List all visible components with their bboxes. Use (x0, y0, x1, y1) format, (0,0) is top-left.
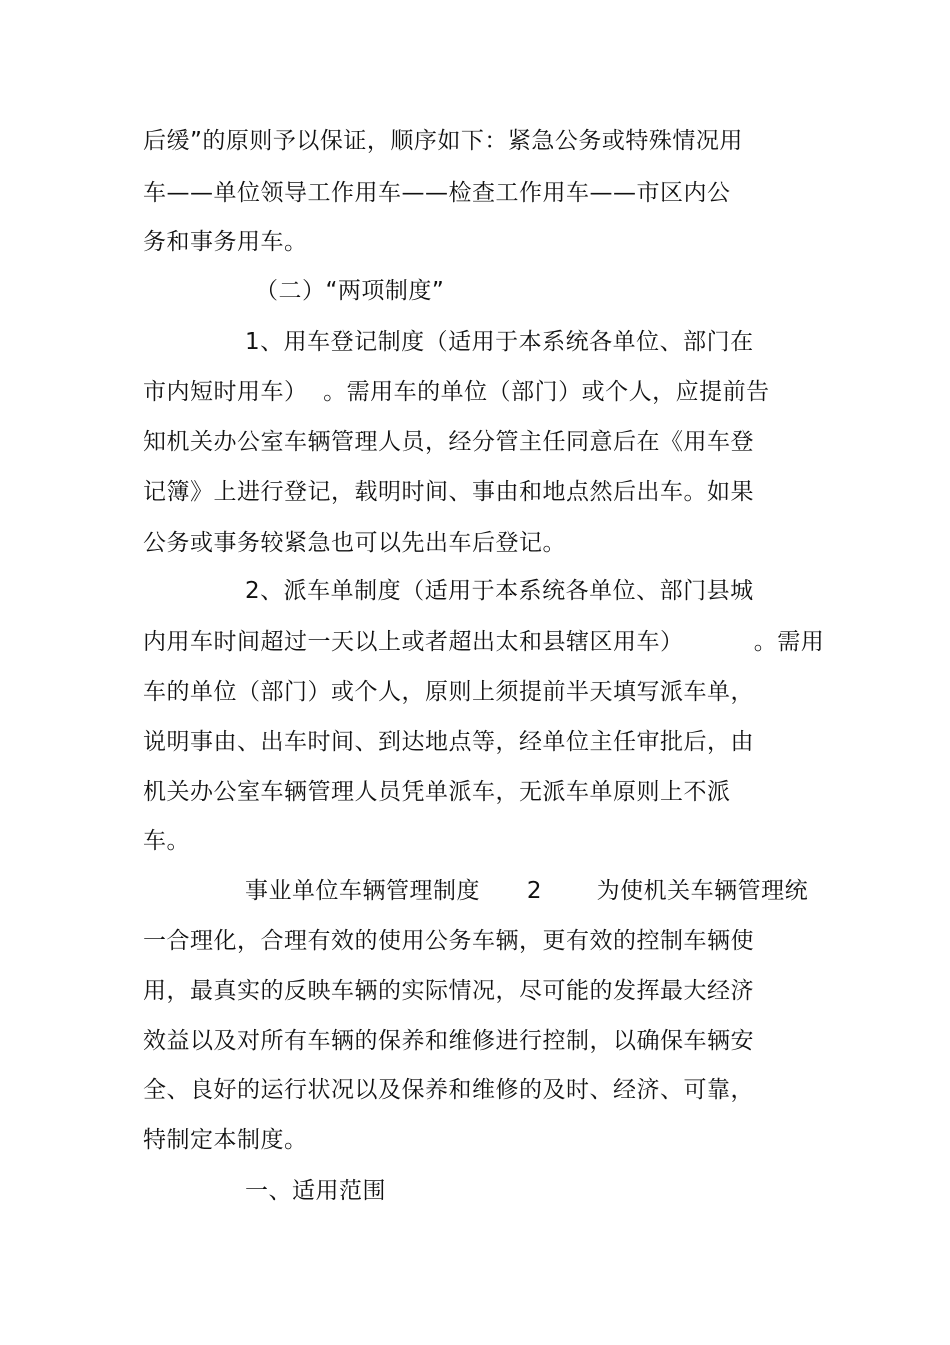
text-line: 记簿》上进行登记，载明时间、事由和地点然后出车。如果 (143, 479, 754, 505)
text-line: 后缓”的原则予以保证，顺序如下：紧急公务或特殊情况用 (143, 128, 743, 154)
text-line: 机关办公室车辆管理人员凭单派车，无派车单原则上不派 (143, 779, 731, 805)
text-line: 效益以及对所有车辆的保养和维修进行控制，以确保车辆安 (143, 1028, 754, 1054)
text-line: 一合理化，合理有效的使用公务车辆，更有效的控制车辆使 (143, 928, 754, 954)
text-line: 市内短时用车） 。需用车的单位（部门）或个人，应提前告 (143, 379, 770, 405)
text-line: 1、用车登记制度（适用于本系统各单位、部门在 (245, 329, 754, 355)
text-line: 事业单位车辆管理制度 2 为使机关车辆管理统 (245, 878, 809, 904)
text-line: 内用车时间超过一天以上或者超出太和县辖区用车） 。需用 (143, 629, 825, 655)
section-heading: 一、适用范围 (245, 1178, 386, 1204)
text-line: 车。 (143, 828, 190, 854)
section-heading: （二）“两项制度” (255, 278, 445, 304)
text-line: 特制定本制度。 (143, 1127, 308, 1153)
text-line: 务和事务用车。 (143, 229, 308, 255)
text-line: 全、良好的运行状况以及保养和维修的及时、经济、可靠， (143, 1077, 754, 1103)
text-line: 公务或事务较紧急也可以先出车后登记。 (143, 530, 566, 556)
text-line: 车的单位（部门）或个人，原则上须提前半天填写派车单， (143, 679, 754, 705)
text-line: 车——单位领导工作用车——检查工作用车——市区内公 (143, 180, 731, 206)
text-line: 2、派车单制度（适用于本系统各单位、部门县城 (245, 578, 754, 604)
text-line: 说明事由、出车时间、到达地点等，经单位主任审批后，由 (143, 729, 754, 755)
text-line: 用，最真实的反映车辆的实际情况，尽可能的发挥最大经济 (143, 978, 754, 1004)
text-line: 知机关办公室车辆管理人员，经分管主任同意后在《用车登 (143, 429, 754, 455)
